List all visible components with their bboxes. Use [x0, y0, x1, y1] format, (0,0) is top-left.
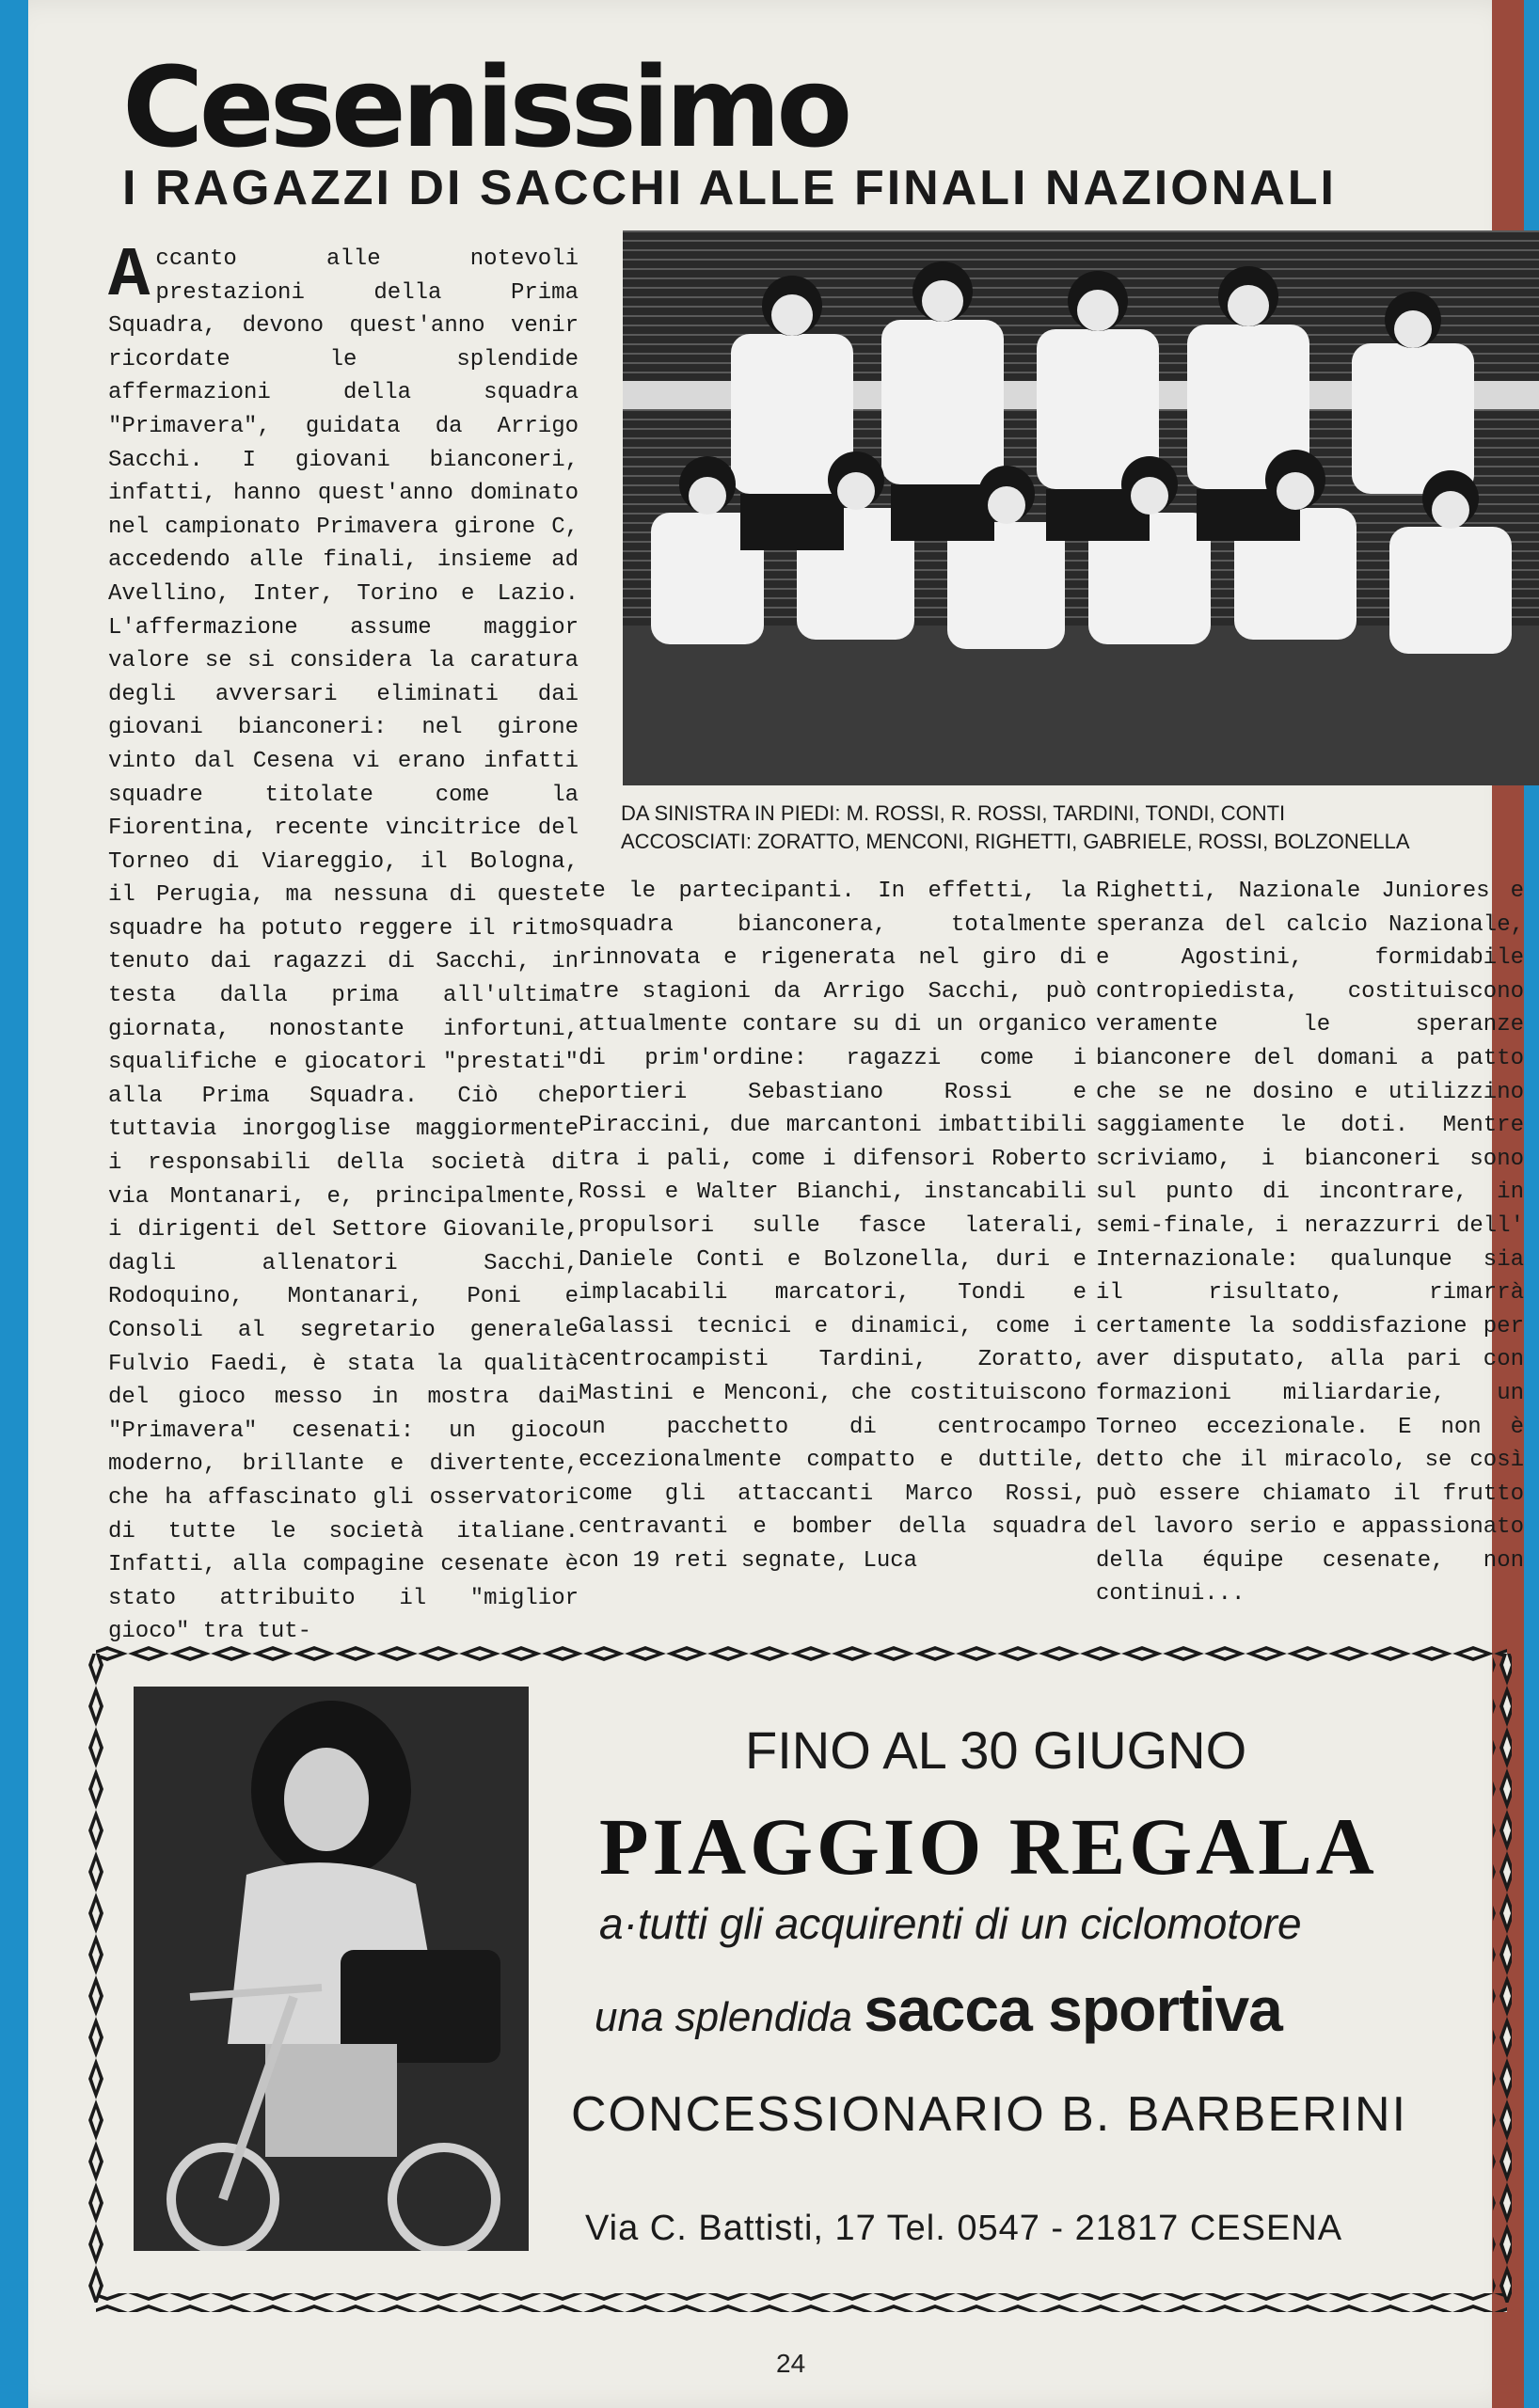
- article-column-1-text: ccanto alle notevoli prestazioni della Prima Squadra, devono quest'anno venir ricordate le splendide affermazioni della squadra "Primavera", guidata da Arrigo Sacchi. I giovani bianconeri, infatti, hanno quest'anno dominato nel campionato Primavera girone C, accedendo alle finali, insieme ad Avellino, Inter, Torino e Lazio. L'affermazione assume maggior valore se si considera la caratura degli avversari eliminati dai giovani bianconeri: nel girone vinto dal Cesena vi erano infatti squadre titolate come la Fiorentina, recente vincitrice del Torneo di Viareggio, il Bologna, il Perugia, ma nessuna di queste squadre ha potuto reggere il ritmo tenuto dai ragazzi di Sacchi, in testa dalla prima all'ultima giornata, nonostante infortuni, squalifiche e giocatori "prestati" alla Prima Squadra. Ciò che tuttavia inorgoglise maggiormente i responsabili della società di via Montanari, e, principalmente, i dirigenti del Settore Giovanile, dagli allenatori Sacchi, Rodoquino, Montanari, Poni e Consoli al segretario generale Fulvio Faedi, è stata la qualità del gioco messo in mostra dai "Primavera" cesenati: un gioco moderno, brillante e divertente, che ha affascinato gli osservatori di tutte le società italiane. Infatti, alla compagine cesenate è stato attribuito il "miglior gioco" tra tut-: [108, 246, 579, 1645]
- team-photo-image: [623, 230, 1539, 785]
- magazine-page: [28, 0, 1524, 2408]
- drop-cap: A: [108, 237, 151, 316]
- woman-on-moped-image: [134, 1687, 529, 2251]
- ad-offer-prefix: una splendida: [595, 1994, 853, 2040]
- ad-offer: [595, 1973, 1282, 2045]
- ad-brand: PIAGGIO REGALA: [599, 1801, 1378, 1892]
- ad-photo: [134, 1687, 529, 2251]
- advertisement: [87, 1644, 1516, 2321]
- page-number: 24: [776, 2349, 806, 2378]
- caption-standing: DA SINISTRA IN PIEDI: M. ROSSI, R. ROSSI, TARDINI, TONDI, CONTI: [621, 801, 1286, 825]
- ad-address: Via C. Battisti, 17 Tel. 0547 - 21817 CESENA: [585, 2209, 1343, 2248]
- photo-caption: [621, 800, 1539, 856]
- article-title: Cesenissimo: [122, 42, 849, 172]
- article-column-3: Righetti, Nazionale Juniores e speranza del calcio Nazionale, e Agostini, formidabile contropiedista, costituiscono veramente le speranze bianconere del domani a patto che se ne dosino e utilizzino saggiamente le doti. Mentre scriviamo, i bianconeri sono sul punto di incontrare, in semi-finale, i nerazzurri dell' Internazionale: qualunque sia il risultato, rimarrà certamente la soddisfazione per aver disputato, alla pari con formazioni miliardarie, un Torneo eccezionale. E non è detto che il miracolo, se così può essere chiamato il frutto del lavoro serio e appassionato della équipe cesenate, non continui...: [1096, 879, 1524, 1608]
- ad-headline: FINO AL 30 GIUGNO: [745, 1720, 1247, 1780]
- ad-dealer: CONCESSIONARIO B. BARBERINI: [571, 2087, 1408, 2142]
- caption-crouching: ACCOSCIATI: ZORATTO, MENCONI, RIGHETTI, GABRIELE, ROSSI, BOLZONELLA: [621, 830, 1410, 853]
- ad-offer-product: sacca sportiva: [864, 1974, 1282, 2044]
- article-column-1: [108, 237, 579, 1649]
- ad-text: a·tutti gli acquirenti di un ciclomotore: [599, 1899, 1302, 1948]
- article-subtitle: I RAGAZZI DI SACCHI ALLE FINALI NAZIONALI: [122, 161, 1337, 215]
- article-column-2: te le partecipanti. In effetti, la squadra bianconera, totalmente rinnovata e rigenerata nel giro di tre stagioni da Arrigo Sacchi, può attualmente contare su di un organico di prim'ordine: ragazzi come i portieri Sebastiano Rossi e Piraccini, due marcantoni imbattibili tra i pali, come i difensori Roberto Rossi e Walter Bianchi, instancabili propulsori sulle fasce laterali, Daniele Conti e Bolzonella, duri e implacabili marcatori, Tondi e Galassi tecnici e dinamici, come i centrocampisti Tardini, Zoratto, Mastini e Menconi, che costituiscono un pacchetto di centrocampo eccezionalmente compatto e duttile, come gli attaccanti Marco Rossi, centravanti e bomber della squadra con 19 reti segnate, Luca: [579, 879, 1087, 1574]
- team-photo: [623, 230, 1539, 785]
